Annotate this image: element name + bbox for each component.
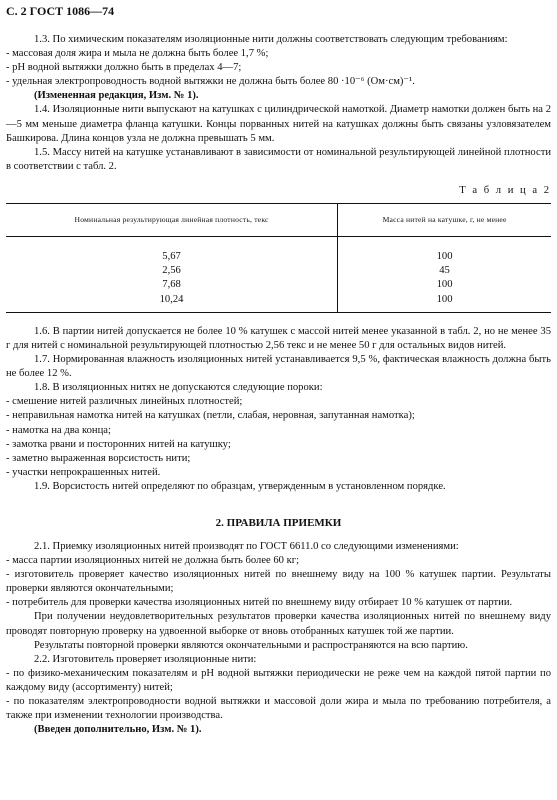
list-item: - по показателям электропроводности водной вытяжки и массовой доли жира и мыла по требованию потребителя, а также при изменении технологии производства. bbox=[6, 696, 551, 722]
table-row bbox=[6, 264, 551, 278]
list-item: - изготовитель проверяет качество изоляционных нитей по внешнему виду на 100 % катушек партии. Результаты проверки являются окончательными; bbox=[6, 569, 551, 595]
table-2 bbox=[6, 203, 551, 313]
clause-1-3: 1.3. По химическим показателям изоляционные нити должны соответствовать следующим требованиям: bbox=[34, 34, 508, 45]
list-item: - потребитель для проверки качества изоляционных нитей по внешнему виду отбирает 10 % катушек от партии. bbox=[6, 597, 513, 609]
table-cell-mass: 100 bbox=[436, 251, 453, 263]
list-item: - заметно выраженная ворсистость нити; bbox=[6, 452, 191, 464]
clause-1-6: 1.6. В партии нитей допускается не более 10 % катушек с массой нитей менее указанной в табл. 2, но не менее 35 г для нитей с номинальной результирующей плотностью 2,56 текс и не менее 50 г для остальных видов нитей. bbox=[6, 325, 551, 351]
edit-note: (Введен дополнительно, Изм. № 1). bbox=[34, 724, 202, 736]
table-header-density: Номинальная результирующая линейная плотность, текс bbox=[6, 204, 338, 237]
list-item: - pH водной вытяжки должно быть в пределах 4—7; bbox=[6, 62, 242, 74]
table-caption: Т а б л и ц а 2 bbox=[459, 184, 551, 196]
section-title: 2. ПРАВИЛА ПРИЕМКИ bbox=[215, 516, 342, 529]
clause-2-1: 2.1. Приемку изоляционных нитей производят по ГОСТ 6611.0 со следующими изменениями: bbox=[34, 540, 459, 552]
table-cell-mass: 100 bbox=[436, 279, 453, 291]
table-cell-mass: 45 bbox=[439, 265, 450, 277]
clause-1-7: 1.7. Нормированная влажность изоляционных нитей устанавливается 9,5 %, фактическая влажность должна быть не более 12 %. bbox=[6, 354, 551, 380]
clause-1-9: 1.9. Ворсистость нитей определяют по образцам, утвержденным в установленном порядке. bbox=[34, 480, 446, 492]
clause-1-4: 1.4. Изоляционные нити выпускают на катушках с цилиндрической намоткой. Диаметр намотки должен быть на 2—5 мм меньше диаметра фланца катушки. Концы порванных нитей на катушках должны быть связаны узловязателем Башкирова. Длина концов узла не должна превышать 5 мм. bbox=[6, 104, 551, 144]
table-cell-mass: 100 bbox=[436, 293, 453, 305]
table-cell-density: 2,56 bbox=[6, 264, 338, 278]
list-item: - массовая доля жира и мыла не должна быть более 1,7 %; bbox=[6, 48, 269, 60]
list-item: - замотка рвани и посторонних нитей на катушку; bbox=[6, 438, 231, 450]
clause-1-8: 1.8. В изоляционных нитях не допускаются следующие пороки: bbox=[34, 382, 323, 394]
document-page bbox=[6, 4, 551, 737]
list-item: - смешение нитей различных линейных плотностей; bbox=[6, 396, 243, 408]
retest-final-paragraph: Результаты повторной проверки являются окончательными и распространяются на всю партию. bbox=[34, 639, 468, 651]
list-item: - удельная электропроводность водной вытяжки не должна быть более 80 ·10⁻⁶ (Ом·см)⁻¹. bbox=[6, 76, 415, 88]
list-item: - намотка на два конца; bbox=[6, 424, 111, 436]
list-item: - по физико-механическим показателям и pH водной вытяжки периодически не реже чем на каждой пятой партии по каждому виду (ассортименту) нитей; bbox=[6, 667, 551, 693]
clause-2-2: 2.2. Изготовитель проверяет изоляционные нити: bbox=[34, 653, 257, 665]
table-header-mass: Масса нитей на катушке, г, не менее bbox=[338, 204, 551, 237]
table-cell-density: 7,68 bbox=[6, 278, 338, 292]
table-row bbox=[6, 237, 551, 265]
list-item: - масса партии изоляционных нитей не должна быть более 60 кг; bbox=[6, 555, 300, 567]
edit-note: (Измененная редакция, Изм. № 1). bbox=[34, 90, 199, 102]
table-row bbox=[6, 293, 551, 313]
retest-paragraph: При получении неудовлетворительных результатов проверки качества изоляционных нитей по внешнему виду проводят повторную проверку на удвоенной выборке от вновь отобранных катушек той же партии. bbox=[6, 611, 551, 637]
table-cell-density: 10,24 bbox=[6, 293, 338, 313]
list-item: - неправильная намотка нитей на катушках (петли, слабая, неровная, запутанная намотка); bbox=[6, 410, 415, 422]
table-row bbox=[6, 278, 551, 292]
page-header: С. 2 ГОСТ 1086—74 bbox=[6, 4, 115, 18]
list-item: - участки непрокрашенных нитей. bbox=[6, 466, 161, 478]
table-cell-density: 5,67 bbox=[6, 237, 338, 265]
clause-1-5: 1.5. Массу нитей на катушке устанавливают в зависимости от номинальной результирующей линейной плотности в соответствии с табл. 2. bbox=[6, 146, 551, 172]
